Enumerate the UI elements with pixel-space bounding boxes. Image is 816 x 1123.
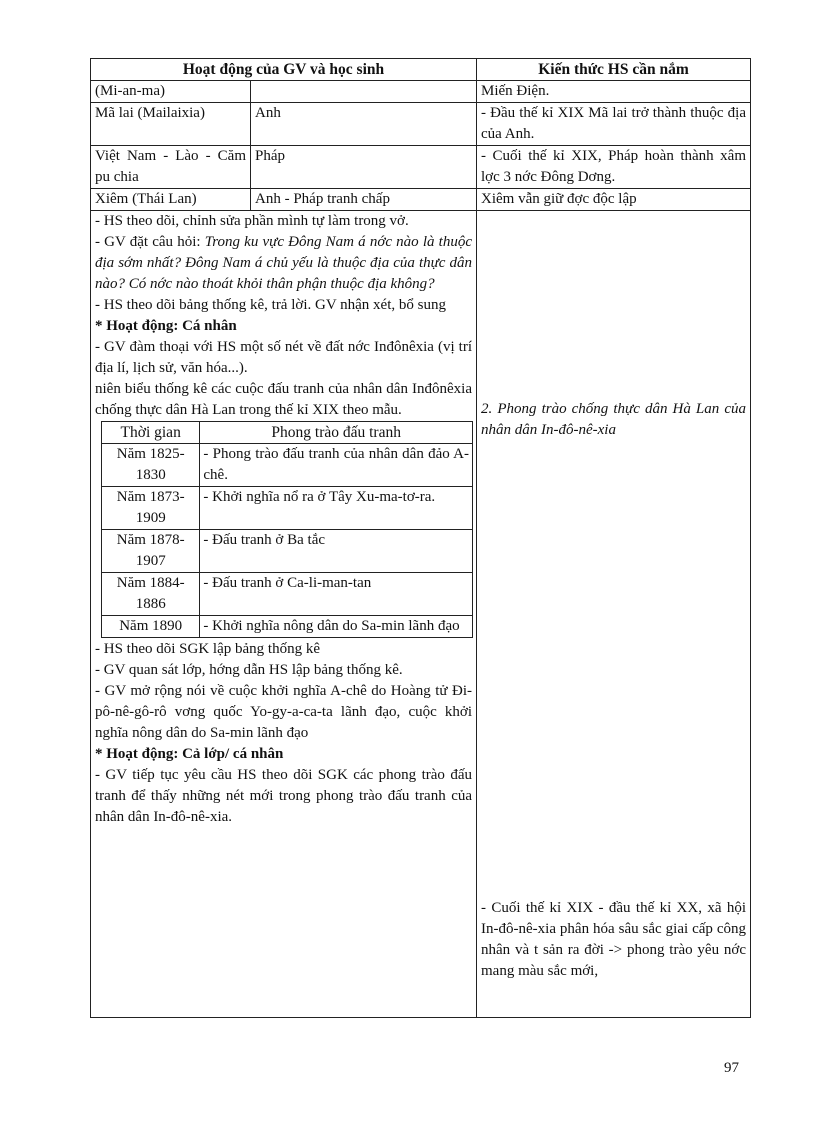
paragraph: - HS theo dõi, chỉnh sửa phần mình tự làm trong vở.: [95, 213, 409, 229]
ruler-cell: Anh - Pháp tranh chấp: [251, 189, 477, 211]
struggle-header-movement: Phong trào đấu tranh: [200, 422, 473, 444]
knowledge-cell: Xiêm vẫn giữ đợc độc lập: [477, 189, 751, 211]
paragraph: - GV tiếp tục yêu cầu HS theo dõi SGK các phong trào đấu tranh để thấy những nét mới trong phong trào đấu tranh của nhân dân In-đô-nê-xia.: [95, 767, 473, 825]
table-row: [91, 103, 751, 146]
table-row: [91, 189, 751, 211]
paragraph: - HS theo dõi bảng thống kê, trả lời. GV nhận xét, bổ sung: [95, 297, 446, 313]
country-cell: Xiêm (Thái Lan): [91, 189, 251, 211]
struggle-row: [102, 530, 473, 573]
question-text: Trong ku vực Đông Nam á nớc nào là thuộc địa sớm nhất? Đông Nam á chủ yếu là thuộc địa của thực dân nào? Có nớc nào thoát khỏi thân phận thuộc địa không?: [95, 234, 473, 292]
struggle-movement: - Phong trào đấu tranh của nhân dân đảo A-chê.: [200, 444, 473, 487]
struggle-time: Năm 1884-1886: [102, 573, 200, 616]
struggle-movement: - Đấu tranh ở Ba tắc: [200, 530, 473, 573]
paragraph: - GV mở rộng nói về cuộc khởi nghĩa A-chê do Hoàng tử Đi-pô-nê-gô-rô vơng quốc Yo-gy-a-ca-ta lãnh đạo, cuộc khởi nghĩa nông dân do Sa-min lãnh đạo: [95, 683, 473, 741]
page-number: 97: [724, 1060, 739, 1076]
paragraph: - HS theo dõi SGK lập bảng thống kê: [95, 641, 320, 657]
section-heading: 2. Phong trào chống thực dân Hà Lan của nhân dân In-đô-nê-xia: [481, 401, 747, 438]
activity-heading: * Hoạt động: Cá nhân: [95, 318, 237, 334]
struggle-row: [102, 573, 473, 616]
struggle-time: Năm 1873-1909: [102, 487, 200, 530]
country-cell: Mã lai (Mailaixia): [91, 103, 251, 146]
country-cell: Việt Nam - Lào - Căm pu chia: [91, 146, 251, 189]
table-row: [91, 81, 751, 103]
struggle-time: Năm 1878-1907: [102, 530, 200, 573]
struggle-table: [101, 421, 473, 638]
struggle-header-time: Thời gian: [102, 422, 200, 444]
paragraph: [95, 232, 472, 295]
activities-cell: [91, 211, 477, 1018]
knowledge-column: [477, 211, 751, 1018]
ruler-cell: Anh: [251, 103, 477, 146]
question-lead: - GV đặt câu hỏi:: [95, 234, 205, 250]
country-cell: (Mi-an-ma): [91, 81, 251, 103]
struggle-row: [102, 444, 473, 487]
struggle-row: [102, 487, 473, 530]
paragraph: - GV quan sát lớp, hớng dẫn HS lập bảng thống kê.: [95, 662, 403, 678]
struggle-movement: - Đấu tranh ở Ca-li-man-tan: [200, 573, 473, 616]
paragraph: - GV đàm thoại với HS một số nét về đất nớc Inđônêxia (vị trí địa lí, lịch sử, văn hóa...).: [95, 339, 473, 376]
knowledge-cell: - Đầu thế kỉ XIX Mã lai trở thành thuộc địa của Anh.: [477, 103, 751, 146]
knowledge-cell: - Cuối thế kỉ XIX, Pháp hoàn thành xâm lợc 3 nớc Đông Dơng.: [477, 146, 751, 189]
conclusion-text: - Cuối thế kỉ XIX - đầu thế kỉ XX, xã hội In-đô-nê-xia phân hóa sâu sắc giai cấp công nhân và t sản ra đời -> phong trào yêu nớc mang màu sắc mới,: [481, 900, 747, 979]
paragraph: niên biểu thống kê các cuộc đấu tranh của nhân dân Inđônêxia chống thực dân Hà Lan trong thế kỉ XIX theo mẫu.: [95, 381, 473, 418]
struggle-movement: - Khởi nghĩa nổ ra ở Tây Xu-ma-tơ-ra.: [200, 487, 473, 530]
activity-heading: * Hoạt động: Cả lớp/ cá nhân: [95, 746, 284, 762]
struggle-row: [102, 616, 473, 638]
ruler-cell: [251, 81, 477, 103]
header-activities: Hoạt động của GV và học sinh: [91, 59, 477, 81]
header-knowledge: Kiến thức HS cần nắm: [477, 59, 751, 81]
struggle-header-row: [102, 422, 473, 444]
activities-row: [91, 211, 751, 1018]
lesson-table: [90, 58, 751, 1018]
ruler-cell: Pháp: [251, 146, 477, 189]
knowledge-cell: Miến Điện.: [477, 81, 751, 103]
header-row: [91, 59, 751, 81]
struggle-time: Năm 1825-1830: [102, 444, 200, 487]
struggle-movement: - Khởi nghĩa nông dân do Sa-min lãnh đạo: [200, 616, 473, 638]
table-row: [91, 146, 751, 189]
struggle-time: Năm 1890: [102, 616, 200, 638]
